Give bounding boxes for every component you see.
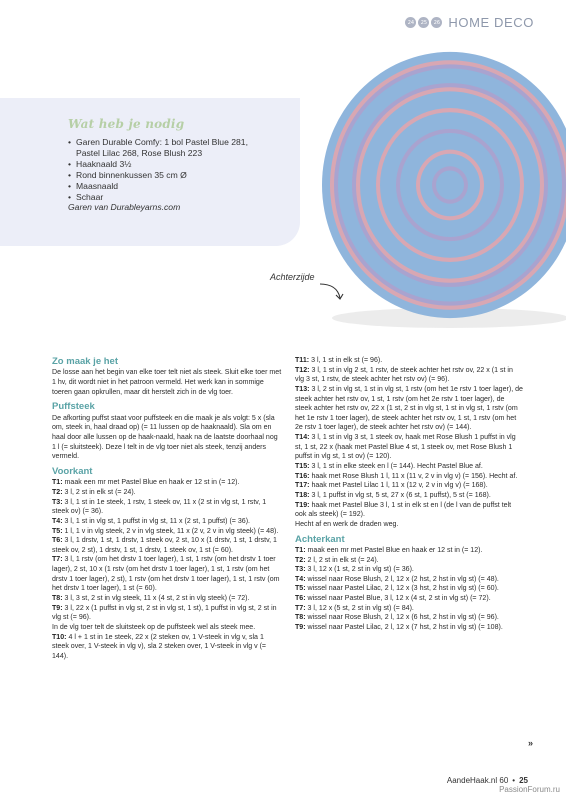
page-footer	[447, 776, 528, 785]
round-label: T6:	[295, 595, 306, 603]
round-text: 3 l, 2 st in vlg st, 1 st in vlg st, 1 rstv (om het 1e rstv 1 toer lager), de steek achter het rstv ov, 1 st, 1 rstv (om het 2e rstv 1 toer lager), de steek achter het rstv ov, 22 x (1 st, 2 st in vlg st, 1 st in vlg st, 1 rstv (om het 1e rstv 1 toer lager), de steek achter het rstv ov, 1 st, 1 rstv (om het 2e rstv 1 toer lager), de steek achter het rstv ov) (= 144).	[295, 385, 523, 432]
page-dot: 24	[405, 17, 416, 28]
round-text: haak met Rose Blush 1 l, 11 x (11 v, 2 v in vlg v) (= 156). Hecht af.	[311, 472, 518, 480]
round-text: wissel naar Pastel Blue, 3 l, 12 x (4 st, 2 st in vlg st) (= 72).	[307, 595, 491, 603]
round-text: wissel naar Pastel Lilac, 2 l, 12 x (7 hst, 2 hst in vlg st) (= 108).	[307, 624, 503, 632]
round-label: T7:	[52, 556, 63, 564]
round-label: T3:	[52, 498, 63, 506]
yarn-source: Garen van Durableyarns.com	[68, 202, 181, 213]
materials-item: • Haaknaald 3½	[68, 159, 293, 170]
round-instruction	[52, 498, 282, 517]
round-text: 3 l, 1 st in vlg 2 st, 1 rstv, de steek achter het rstv ov, 22 x (1 st in vlg 3 st, 1 rstv, de steek achter het rstv ov) (= 96).	[295, 366, 513, 384]
round-instruction	[295, 472, 523, 482]
round-instruction	[52, 594, 282, 604]
round-instruction	[295, 565, 523, 575]
round-text: wissel naar Rose Blush, 2 l, 12 x (2 hst, 2 hst in vlg st) (= 48).	[307, 575, 499, 583]
round-label: T8:	[52, 594, 63, 602]
round-text: maak een mr met Pastel Blue en haak er 12 st in (= 12).	[64, 479, 240, 487]
page-dots	[405, 17, 442, 28]
materials-item: • Rond binnenkussen 35 cm Ø	[68, 170, 293, 181]
round-text: 3 l, 1 st in elk st (= 96).	[311, 357, 383, 364]
watermark: PassionForum.ru	[499, 785, 560, 794]
round-instruction	[295, 623, 523, 633]
materials-item: • Garen Durable Comfy: 1 bol Pastel Blue 281, Pastel Lilac 268, Rose Blush 223	[68, 137, 293, 159]
continue-marker: »	[528, 738, 534, 748]
round-label: T14:	[295, 434, 310, 442]
section-heading: Zo maak je het	[52, 356, 118, 367]
cushion-photo	[300, 50, 566, 350]
paragraph: In de vlg toer telt de sluitsteek op de puffsteek wel als steek mee.	[52, 623, 256, 631]
round-instruction	[295, 501, 523, 520]
round-instruction	[295, 462, 523, 472]
arrow-icon	[318, 280, 348, 302]
paragraph: De afkorting puffst staat voor puffsteek en die maak je als volgt: 5 x (sla om, steek in, haal draad op) (= 11 lussen op de haaknaald). Sla om en haal door alle lussen op de haak-naald, haak na de laatste doorhaal nog 1 l (= sluitsteek). Deze l telt in de vlg toer niet als steek, tenzij anders vermeld.	[52, 414, 278, 461]
round-instruction	[295, 604, 523, 614]
round-label: T12:	[295, 366, 310, 374]
round-instruction	[52, 488, 282, 498]
round-instruction	[295, 556, 523, 566]
round-text: wissel naar Rose Blush, 2 l, 12 x (6 hst, 2 hst in vlg st) (= 96).	[307, 614, 499, 622]
round-instruction	[295, 546, 523, 556]
round-text: 3 l, 1 puffst in vlg st, 5 st, 27 x (6 st, 1 puffst), 5 st (= 168).	[311, 491, 491, 499]
round-label: T9:	[295, 624, 306, 632]
round-text: 3 l, 2 st in elk st (= 24).	[64, 488, 136, 496]
round-instruction	[52, 517, 282, 527]
round-instruction	[295, 433, 523, 462]
round-label: T6:	[52, 537, 63, 545]
round-label: T3:	[295, 566, 306, 574]
section-heading: Voorkant	[52, 465, 93, 477]
round-label: T18:	[295, 491, 310, 499]
round-text: 3 l, 12 x (1 st, 2 st in vlg st) (= 36).	[307, 566, 414, 574]
materials-list	[68, 137, 293, 213]
materials-title: Wat heb je nodig	[68, 117, 185, 131]
round-instruction	[52, 536, 282, 555]
round-instruction	[295, 575, 523, 585]
round-text: 3 l, 3 st, 2 st in vlg steek, 11 x (4 st, 2 st in vlg steek) (= 72).	[64, 594, 250, 602]
round-label: T7:	[295, 604, 306, 612]
round-text: 3 l, 1 st in elke steek en l (= 144). Hecht Pastel Blue af.	[311, 463, 483, 471]
page-header	[405, 15, 534, 30]
round-instruction	[52, 604, 282, 623]
round-instruction	[295, 594, 523, 604]
round-text: 3 l, 1 st in vlg st, 1 puffst in vlg st, 11 x (2 st, 1 puffst) (= 36).	[64, 517, 251, 525]
round-label: T2:	[295, 556, 306, 564]
round-text: haak met Pastel Blue 3 l, 1 st in elk st en l (de l van de puffst telt ook als steek) (= 192).	[295, 501, 512, 519]
instructions-column-right	[295, 356, 523, 633]
round-text: 3 l, 12 x (5 st, 2 st in vlg st) (= 84).	[307, 604, 414, 612]
round-instruction	[52, 555, 282, 594]
page-number: 25	[519, 776, 528, 785]
round-instruction	[295, 366, 523, 385]
round-instruction	[52, 527, 282, 537]
footer-site: AandeHaak.nl 60	[446, 776, 509, 785]
paragraph: Hecht af en werk de draden weg.	[295, 520, 399, 528]
round-text: 1 l, 1 v in vlg steek, 2 v in vlg steek, 11 x (2 v, 2 v in vlg steek) (= 48).	[64, 527, 279, 535]
round-text: 3 l, 22 x (1 puffst in vlg st, 2 st in vlg st, 1 st), 1 puffst in vlg st, 2 st in vlg st (= 96).	[52, 604, 277, 622]
materials-item: • Maasnaald	[68, 181, 293, 192]
round-label: T8:	[295, 614, 306, 622]
round-label: T13:	[295, 385, 310, 393]
page-dot: 25	[418, 17, 429, 28]
round-instruction	[295, 491, 523, 501]
round-text: haak met Pastel Lilac 1 l, 11 x (12 v, 2 v in vlg v) (= 168).	[311, 482, 488, 490]
footer-bullet: •	[512, 776, 516, 785]
instructions-column-left	[52, 356, 282, 661]
page-dot: 26	[431, 17, 442, 28]
round-instruction	[52, 478, 282, 488]
round-label: T11:	[295, 357, 310, 364]
round-label: T19:	[295, 501, 310, 509]
round-label: T5:	[52, 527, 63, 535]
round-instruction	[295, 613, 523, 623]
round-instruction	[295, 385, 523, 433]
round-instruction	[295, 481, 523, 491]
round-text: 3 l, 1 drstv, 1 st, 1 drstv, 1 steek ov, 2 st, 10 x (1 drstv, 1 st, 1 drstv, 1 steek ov, 2 st), 1 drstv, 1 st, 1 drstv, 1 steek ov, 1 st (= 60).	[52, 537, 277, 554]
round-label: T4:	[52, 517, 63, 525]
round-label: T1:	[295, 546, 306, 554]
round-text: maak een mr met Pastel Blue en haak er 12 st in (= 12).	[307, 546, 483, 554]
round-label: T10:	[52, 633, 67, 641]
round-label: T17:	[295, 482, 310, 490]
cushion-ring	[436, 170, 464, 199]
round-label: T2:	[52, 488, 63, 496]
section-title: HOME DECO	[448, 15, 534, 30]
section-heading: Achterkant	[295, 533, 345, 545]
round-text: 3 l, 1 rstv (om het drstv 1 toer lager), 1 st, 1 rstv (om het drstv 1 toer lager), 2 st, 10 x (1 rstv (om het drstv 1 toer lager), 1 st, 1 rstv (om het drstv 1 toer lager), 2 st), 1 rstv (om het drstv 1 toer lager), 1 st, 1 rstv (om het drstv 1 toer lager), 1 st (= 60).	[52, 556, 280, 593]
round-instruction	[295, 356, 523, 366]
round-instruction	[52, 633, 282, 662]
round-text: wissel naar Pastel Lilac, 2 l, 12 x (3 hst, 2 hst in vlg st) (= 60).	[307, 585, 499, 593]
round-label: T5:	[295, 585, 306, 593]
paragraph: De losse aan het begin van elke toer telt niet als steek. Sluit elke toer met 1 hv, dit wordt niet in het patroon vermeld. Het werk kan in sommige toeren gaan opkrullen, maar dit herstelt zich in de vlg toer.	[52, 369, 282, 396]
round-text: 2 l, 2 st in elk st (= 24).	[307, 556, 379, 564]
photo-caption: Achterzijde	[270, 272, 315, 282]
round-text: 3 l, 1 st in vlg 3 st, 1 steek ov, haak met Rose Blush 1 puffst in vlg st, 1 st, 22 x (haak met Pastel Blue 4 st, 1 steek ov, met Rose Blush 1 puffst in vlg st, 1 st ov) (= 120).	[295, 434, 516, 461]
round-label: T4:	[295, 575, 306, 583]
materials-item: • Schaar	[68, 192, 293, 203]
section-heading: Puffsteek	[52, 401, 95, 413]
round-label: T1:	[52, 479, 63, 487]
round-label: T15:	[295, 463, 310, 471]
round-label: T16:	[295, 472, 310, 480]
round-label: T9:	[52, 604, 63, 612]
round-text: 4 l + 1 st in 1e steek, 22 x (2 steken ov, 1 V-steek in vlg v, sla 1 steek over, 1 V-steek in vlg v), sla 2 steken over, 1 V-steek in vlg v (= 144).	[52, 633, 267, 660]
round-text: 3 l, 1 st in 1e steek, 1 rstv, 1 steek ov, 11 x (2 st in vlg st, 1 rstv, 1 steek ov) (= 36).	[52, 498, 267, 516]
round-instruction	[295, 584, 523, 594]
